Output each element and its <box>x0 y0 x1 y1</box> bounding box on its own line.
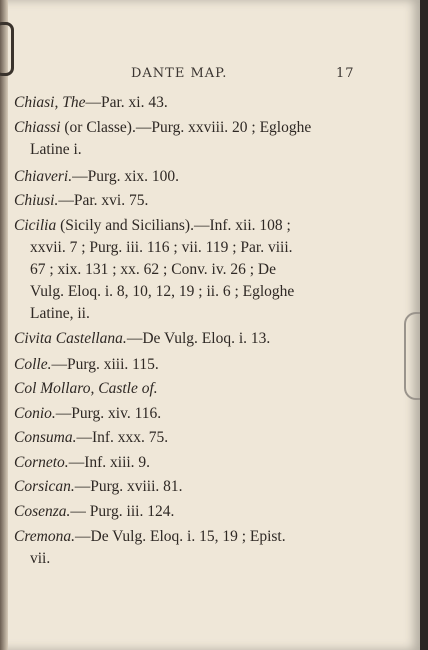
index-entry <box>14 92 364 114</box>
entry-line <box>14 403 364 425</box>
index-entry <box>14 403 364 425</box>
entry-line <box>14 354 364 376</box>
entry-reference: —De Vulg. Eloq. i. 13. <box>126 330 271 347</box>
entry-reference: Latine, ii. <box>30 305 90 322</box>
entry-headword: Corsican. <box>14 478 75 495</box>
index-entry <box>14 328 364 350</box>
entry-reference: —Inf. xiii. 9. <box>68 454 151 471</box>
index-entry <box>14 117 364 161</box>
entry-line <box>14 303 364 325</box>
entry-line <box>14 328 364 350</box>
entry-reference: —Par. xi. 43. <box>85 94 168 111</box>
entry-line <box>14 452 364 474</box>
entry-line <box>14 281 364 303</box>
entry-reference: —Purg. xiii. 115. <box>51 356 159 373</box>
entry-headword: Chiusi. <box>14 192 59 209</box>
entry-line <box>14 378 364 400</box>
running-header <box>0 66 420 86</box>
entry-reference: 67 ; xix. 131 ; xx. 62 ; Conv. iv. 26 ; De <box>30 261 276 278</box>
gazetteer-entries <box>14 92 364 570</box>
entry-headword: Cosenza. <box>14 503 71 520</box>
running-title: DANTE MAP. <box>131 66 228 81</box>
entry-line <box>14 259 364 281</box>
page-edge <box>420 0 428 650</box>
entry-reference: vii. <box>30 550 51 567</box>
entry-line <box>14 427 364 449</box>
entry-reference: Vulg. Eloq. i. 8, 10, 12, 19 ; ii. 6 ; Egloghe <box>30 283 295 300</box>
entry-reference: —Purg. xix. 100. <box>72 168 180 185</box>
index-entry <box>14 427 364 449</box>
entry-headword: Colle. <box>14 356 52 373</box>
entry-line <box>14 526 364 548</box>
index-entry <box>14 501 364 523</box>
entry-reference: Latine i. <box>30 141 82 158</box>
entry-line <box>14 139 364 161</box>
entry-headword: Col Mollaro, Castle of. <box>14 380 158 397</box>
entry-reference: —Inf. xxx. 75. <box>76 429 169 446</box>
index-entry <box>14 452 364 474</box>
entry-line <box>14 237 364 259</box>
entry-line <box>14 548 364 570</box>
entry-headword: Corneto. <box>14 454 69 471</box>
entry-line <box>14 92 364 114</box>
entry-reference: (Sicily and Sicilians).—Inf. xii. 108 ; <box>56 217 291 234</box>
entry-reference: —De Vulg. Eloq. i. 15, 19 ; Epist. <box>75 528 286 545</box>
entry-line <box>14 215 364 237</box>
entry-headword: Civita Castellana. <box>14 330 127 347</box>
index-entry <box>14 378 364 400</box>
entry-headword: Conio. <box>14 405 56 422</box>
index-entry <box>14 354 364 376</box>
entry-line <box>14 166 364 188</box>
entry-line <box>14 190 364 212</box>
entry-headword: Consuma. <box>14 429 77 446</box>
entry-headword: Cicilia <box>14 217 57 234</box>
entry-line <box>14 117 364 139</box>
index-entry <box>14 190 364 212</box>
entry-headword: Chiasi, The <box>14 94 86 111</box>
index-entry <box>14 166 364 188</box>
entry-line <box>14 501 364 523</box>
index-entry <box>14 476 364 498</box>
entry-reference: xxvii. 7 ; Purg. iii. 116 ; vii. 119 ; Par. viii. <box>30 239 293 256</box>
entry-headword: Chiaveri. <box>14 168 73 185</box>
index-entry <box>14 215 364 325</box>
index-entry <box>14 526 364 570</box>
entry-reference: (or Classe).—Purg. xxviii. 20 ; Egloghe <box>60 119 312 136</box>
entry-reference: — Purg. iii. 124. <box>70 503 175 520</box>
entry-headword: Chiassi <box>14 119 61 136</box>
entry-line <box>14 476 364 498</box>
entry-reference: —Purg. xviii. 81. <box>74 478 183 495</box>
entry-headword: Cremona. <box>14 528 75 545</box>
page-number: 17 <box>336 66 355 81</box>
entry-reference: —Purg. xiv. 116. <box>55 405 162 422</box>
entry-reference: —Par. xvi. 75. <box>58 192 149 209</box>
page-binding <box>0 0 8 650</box>
